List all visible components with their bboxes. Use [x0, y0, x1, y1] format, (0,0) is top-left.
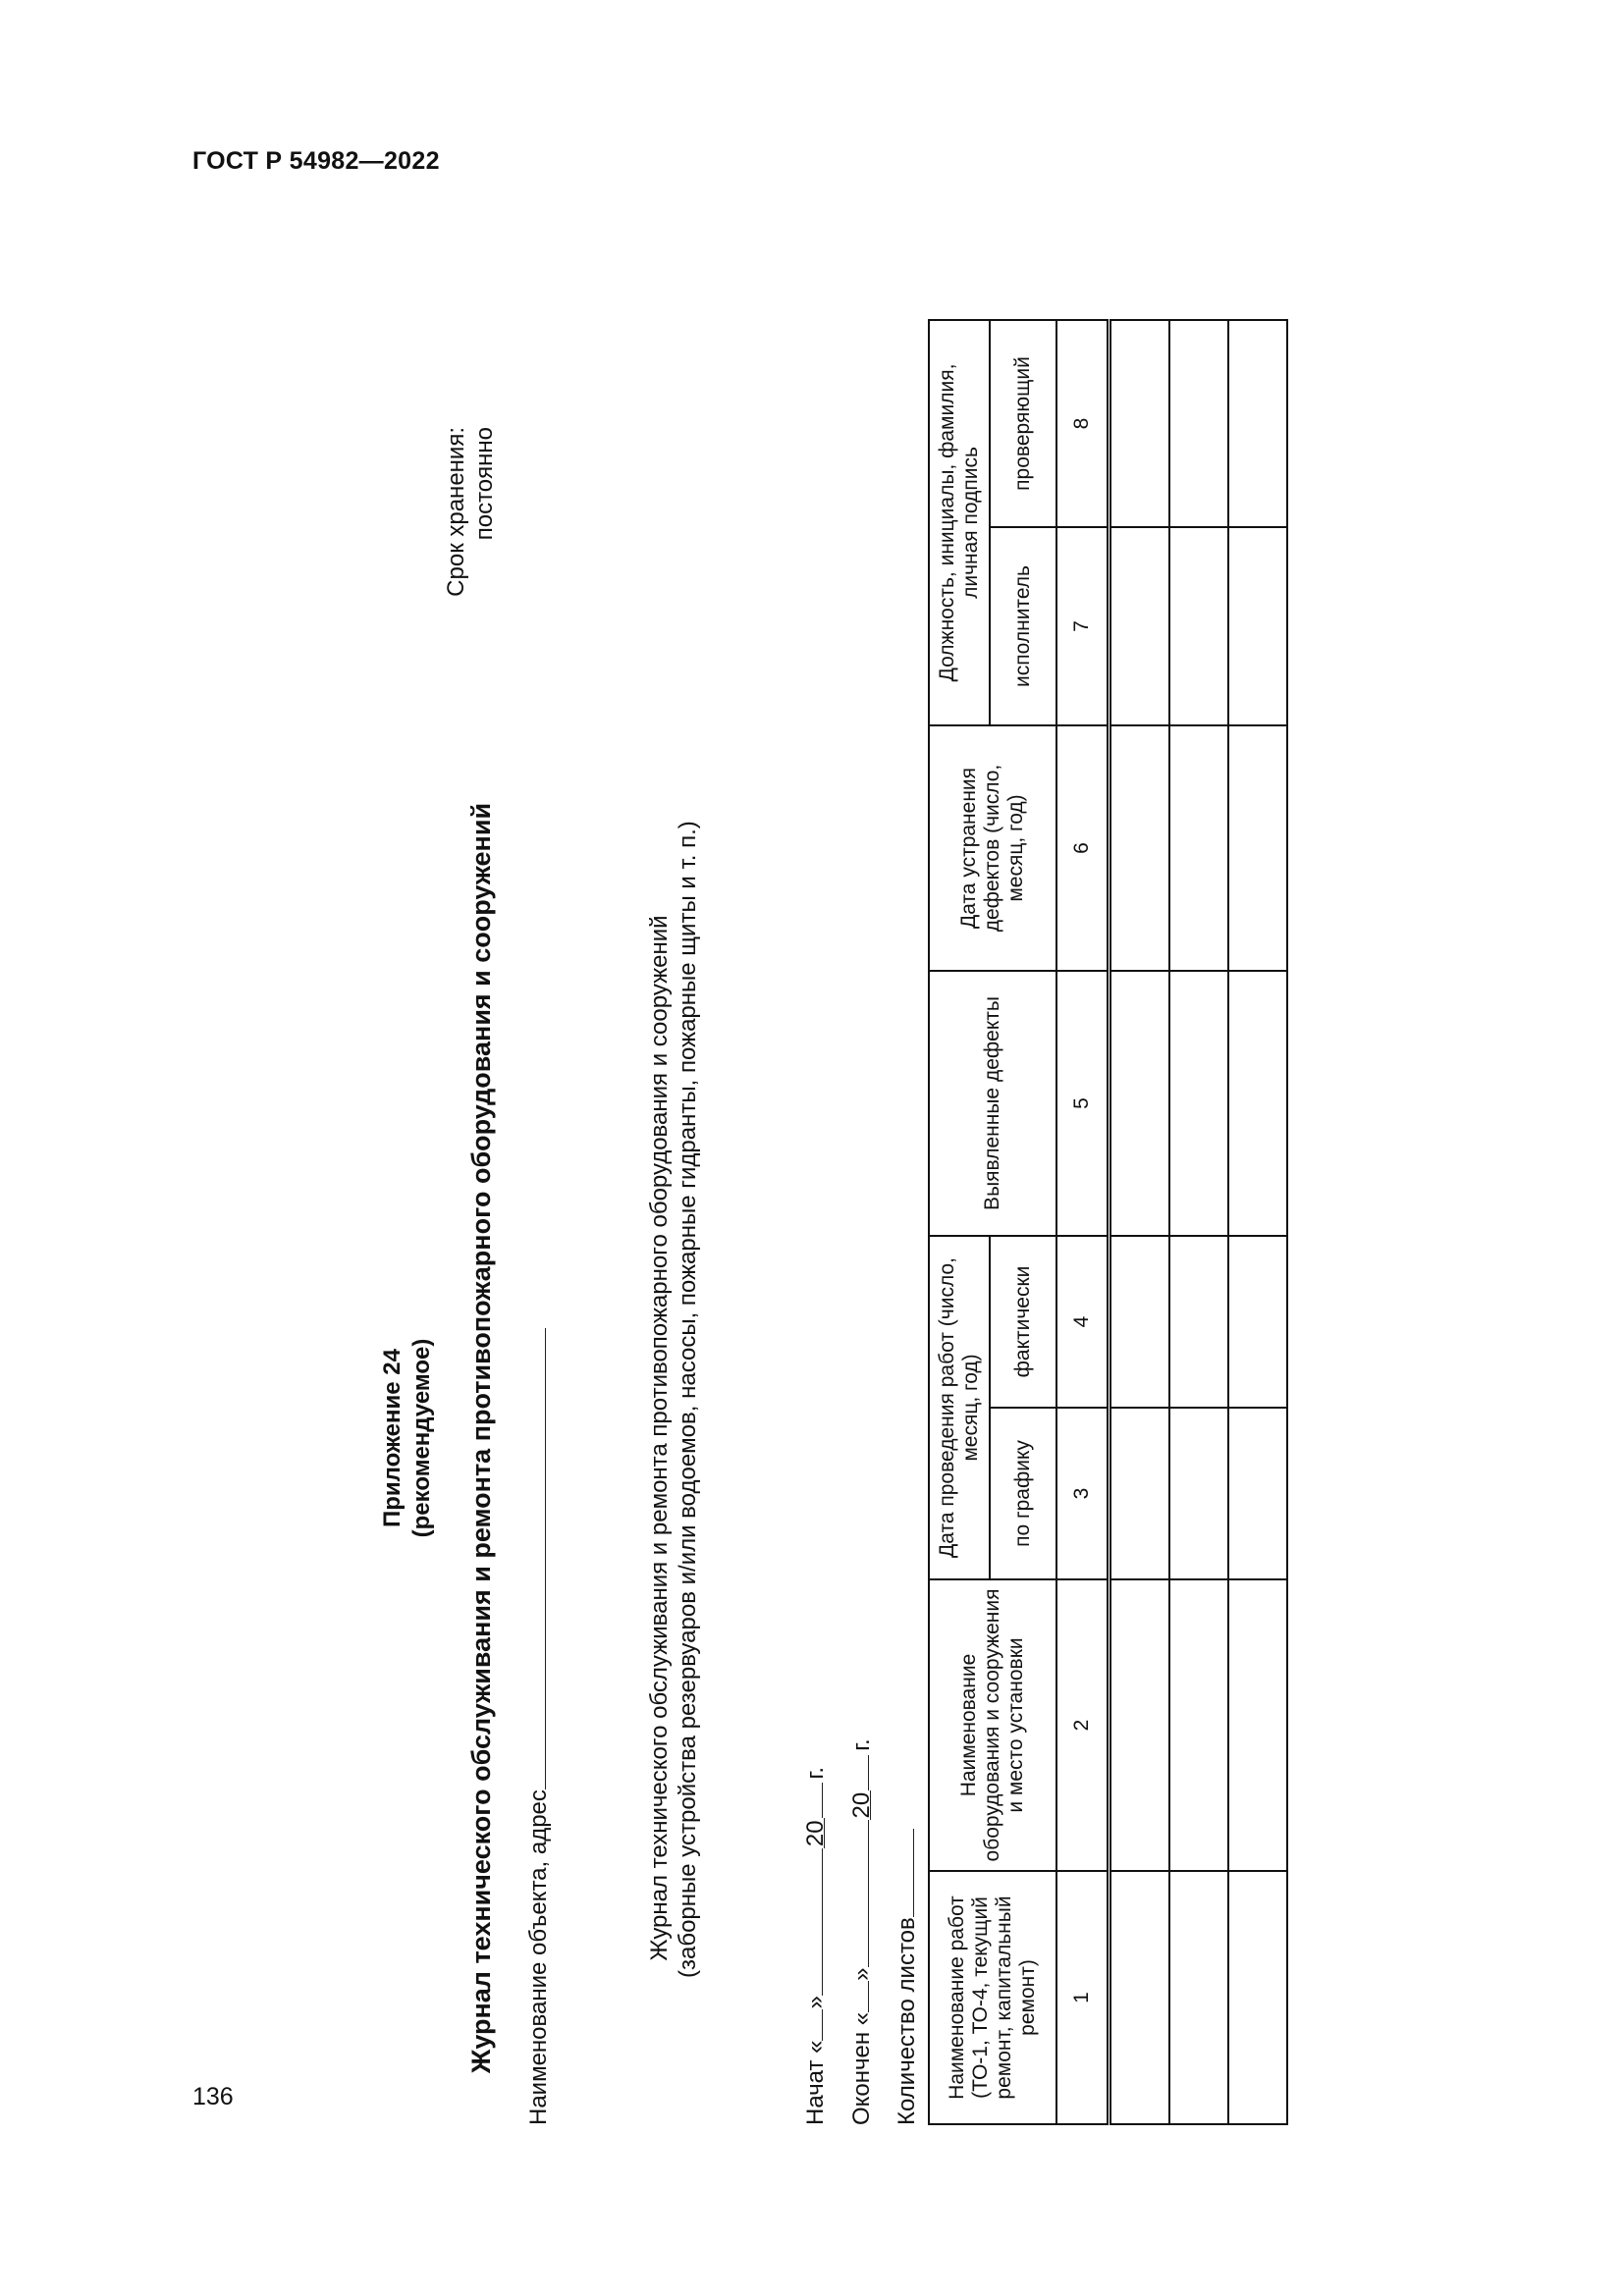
- start-quote-close: »: [802, 1996, 829, 2009]
- table-row: [1228, 320, 1287, 2124]
- table-cell[interactable]: [1228, 1871, 1287, 2124]
- table-cell[interactable]: [1169, 1579, 1228, 1871]
- table-cell[interactable]: [1169, 1236, 1228, 1408]
- end-label: Окончен «: [848, 2011, 875, 2125]
- subtitle-line-2: (заборные устройства резервуаров и/или водоемов, насосы, пожарные гидранты, пожарные щиты и т. п.): [675, 821, 701, 1978]
- column-number: 1: [1056, 1871, 1110, 2124]
- table-cell[interactable]: [1110, 1408, 1170, 1579]
- end-month-blank[interactable]: [846, 1820, 869, 1967]
- storage-period: [442, 427, 499, 623]
- header-checker: проверяющий: [990, 320, 1056, 527]
- table-cell[interactable]: [1228, 1579, 1287, 1871]
- start-day-blank[interactable]: [800, 2009, 823, 2041]
- table-header-row: [929, 320, 990, 2124]
- sheets-blank[interactable]: [892, 1829, 914, 1917]
- page-number: 136: [192, 2083, 234, 2110]
- table-cell[interactable]: [1169, 527, 1228, 725]
- table-cell[interactable]: [1110, 527, 1170, 725]
- table-cell[interactable]: [1169, 1408, 1228, 1579]
- column-number: 4: [1056, 1236, 1110, 1408]
- table-cell[interactable]: [1228, 1236, 1287, 1408]
- table-cell[interactable]: [1169, 725, 1228, 971]
- header-work-name: Наименование работ (ТО-1, ТО-4, текущий ремонт, капитальный ремонт): [929, 1871, 1056, 2124]
- table-cell[interactable]: [1110, 725, 1170, 971]
- column-number: 7: [1056, 527, 1110, 725]
- table-cell[interactable]: [1110, 320, 1170, 527]
- storage-value: постоянно: [471, 427, 498, 541]
- column-number-row: [1056, 320, 1110, 2124]
- header-actual: фактически: [990, 1236, 1056, 1408]
- start-month-blank[interactable]: [800, 1848, 823, 1996]
- column-number: 2: [1056, 1579, 1110, 1871]
- table-cell[interactable]: [1228, 725, 1287, 971]
- header-equipment: Наименование оборудования и сооружения и место установки: [929, 1579, 1056, 1871]
- object-name-line: [523, 1328, 553, 2125]
- object-name-label: Наименование объекта, адрес: [525, 1789, 552, 2125]
- end-year-suffix: г.: [848, 1738, 875, 1751]
- table-cell[interactable]: [1169, 1871, 1228, 2124]
- end-day-blank[interactable]: [846, 1981, 869, 2012]
- header-sign-group: Должность, инициалы, фамилия, личная подпись: [929, 320, 990, 725]
- table-cell[interactable]: [1169, 971, 1228, 1236]
- start-year-prefix: 20: [802, 1820, 829, 1847]
- header-defects: Выявленные дефекты: [929, 971, 1056, 1236]
- start-year-suffix: г.: [802, 1766, 829, 1780]
- column-number: 6: [1056, 725, 1110, 971]
- appendix-heading: [378, 1095, 437, 1782]
- sheets-count-line: [892, 1829, 921, 2125]
- table-cell[interactable]: [1228, 1408, 1287, 1579]
- appendix-note: (рекомендуемое): [408, 1338, 435, 1538]
- table-row: [1169, 320, 1228, 2124]
- storage-label: Срок хранения:: [443, 427, 469, 597]
- object-name-blank[interactable]: [523, 1328, 546, 1789]
- header-fix-date: Дата устранения дефектов (число, месяц, год): [929, 725, 1056, 971]
- table-cell[interactable]: [1110, 1236, 1170, 1408]
- column-number: 8: [1056, 320, 1110, 527]
- sheets-label: Количество листов: [893, 1917, 920, 2125]
- document-code: ГОСТ Р 54982—2022: [192, 147, 440, 175]
- end-date-line: [846, 1738, 876, 2125]
- end-quote-close: »: [848, 1967, 875, 1981]
- subtitle-line-1: Журнал технического обслуживания и ремонта противопожарного оборудования и сооружений: [646, 915, 673, 1961]
- appendix-title: Приложение 24: [379, 1349, 406, 1527]
- header-executor: исполнитель: [990, 527, 1056, 725]
- start-year-blank[interactable]: [800, 1783, 823, 1818]
- column-number: 5: [1056, 971, 1110, 1236]
- rotated-landscape-content: [378, 211, 1262, 2174]
- start-label: Начат «: [802, 2040, 829, 2125]
- header-date-group: Дата проведения работ (число, месяц, год): [929, 1236, 990, 1579]
- table-cell[interactable]: [1169, 320, 1228, 527]
- table-cell[interactable]: [1110, 971, 1170, 1236]
- end-year-blank[interactable]: [846, 1755, 869, 1790]
- table-cell[interactable]: [1110, 1871, 1170, 2124]
- column-number: 3: [1056, 1408, 1110, 1579]
- table-cell[interactable]: [1228, 320, 1287, 527]
- end-year-prefix: 20: [848, 1791, 875, 1819]
- table-cell[interactable]: [1228, 971, 1287, 1236]
- journal-subtitle: [645, 821, 702, 1978]
- table-row: [1110, 320, 1170, 2124]
- journal-table: [928, 319, 1288, 2125]
- table-cell[interactable]: [1110, 1579, 1170, 1871]
- journal-title: Журнал технического обслуживания и ремонта противопожарного оборудования и сооружений: [466, 802, 496, 2074]
- header-by-schedule: по графику: [990, 1408, 1056, 1579]
- table-cell[interactable]: [1228, 527, 1287, 725]
- start-date-line: [800, 1767, 830, 2125]
